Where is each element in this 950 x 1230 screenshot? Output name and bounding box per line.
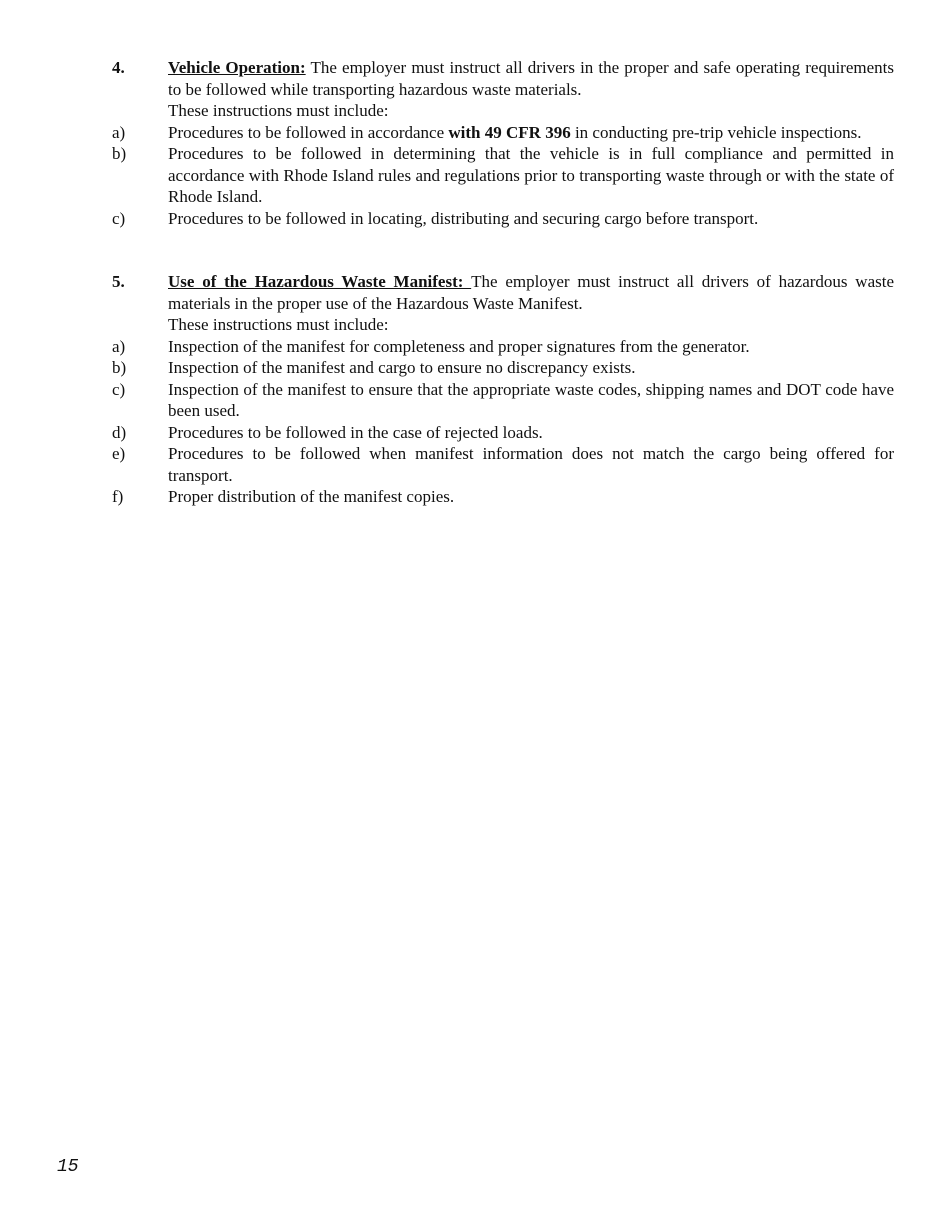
section-vehicle-operation	[112, 57, 894, 229]
list-item	[112, 422, 894, 444]
section-5-header-row	[112, 271, 894, 314]
item-label: f)	[112, 487, 124, 506]
section-intro: The employer must instruct all drivers in the proper and safe operating requirements to be followed while transporting hazardous waste materials.	[168, 58, 894, 99]
must-include-text: These instructions must include:	[168, 315, 389, 334]
item-label: c)	[112, 379, 126, 399]
item-text: Procedures to be followed in the case of rejected loads.	[168, 422, 543, 442]
item-label: a)	[112, 336, 126, 356]
item-text-pre: Procedures to be followed in accordance	[168, 122, 449, 142]
section-heading: Use of the Hazardous Waste Manifest:	[168, 272, 472, 291]
section-intro: The employer must instruct all drivers of hazardous waste materials in the proper use of the Hazardous Waste Manifest.	[168, 272, 894, 313]
item-label: a)	[112, 122, 126, 142]
list-item	[112, 486, 894, 508]
item-text: Procedures to be followed when manifest information does not match the cargo being offered for transport.	[168, 444, 894, 485]
section-number: 4.	[112, 58, 125, 77]
item-text: Inspection of the manifest for completeness and proper signatures from the generator.	[168, 336, 750, 356]
item-label: d)	[112, 422, 127, 442]
list-item	[112, 122, 894, 144]
list-item	[112, 357, 894, 379]
section-hazardous-waste-manifest	[112, 271, 894, 508]
item-text: Procedures to be followed in determining that the vehicle is in full compliance and permitted in accordance with Rhode Island rules and regulations prior to transporting waste through or with the state of Rhode Island.	[168, 144, 894, 206]
page-number: 15	[57, 1157, 79, 1177]
item-label: e)	[112, 444, 126, 463]
list-item	[112, 443, 894, 486]
section-number: 5.	[112, 272, 125, 291]
list-item	[112, 143, 894, 208]
item-text: Proper distribution of the manifest copies.	[168, 487, 455, 506]
item-text: Inspection of the manifest and cargo to ensure no discrepancy exists.	[168, 358, 636, 377]
list-item	[112, 379, 894, 422]
list-item	[112, 336, 894, 358]
list-item	[112, 208, 894, 230]
item-text: Inspection of the manifest to ensure that the appropriate waste codes, shipping names and DOT code have been used.	[168, 379, 894, 420]
item-text-post: in conducting pre-trip vehicle inspections.	[570, 122, 862, 142]
regulation-reference: with 49 CFR 396	[448, 122, 571, 142]
must-include-text: These instructions must include:	[168, 101, 389, 120]
item-text: Procedures to be followed in locating, distributing and securing cargo before transport.	[168, 208, 759, 228]
section-4-header-row	[112, 57, 894, 100]
item-label: b)	[112, 358, 127, 377]
item-label: c)	[112, 208, 126, 228]
section-heading: Vehicle Operation:	[168, 58, 306, 77]
item-label: b)	[112, 144, 127, 163]
